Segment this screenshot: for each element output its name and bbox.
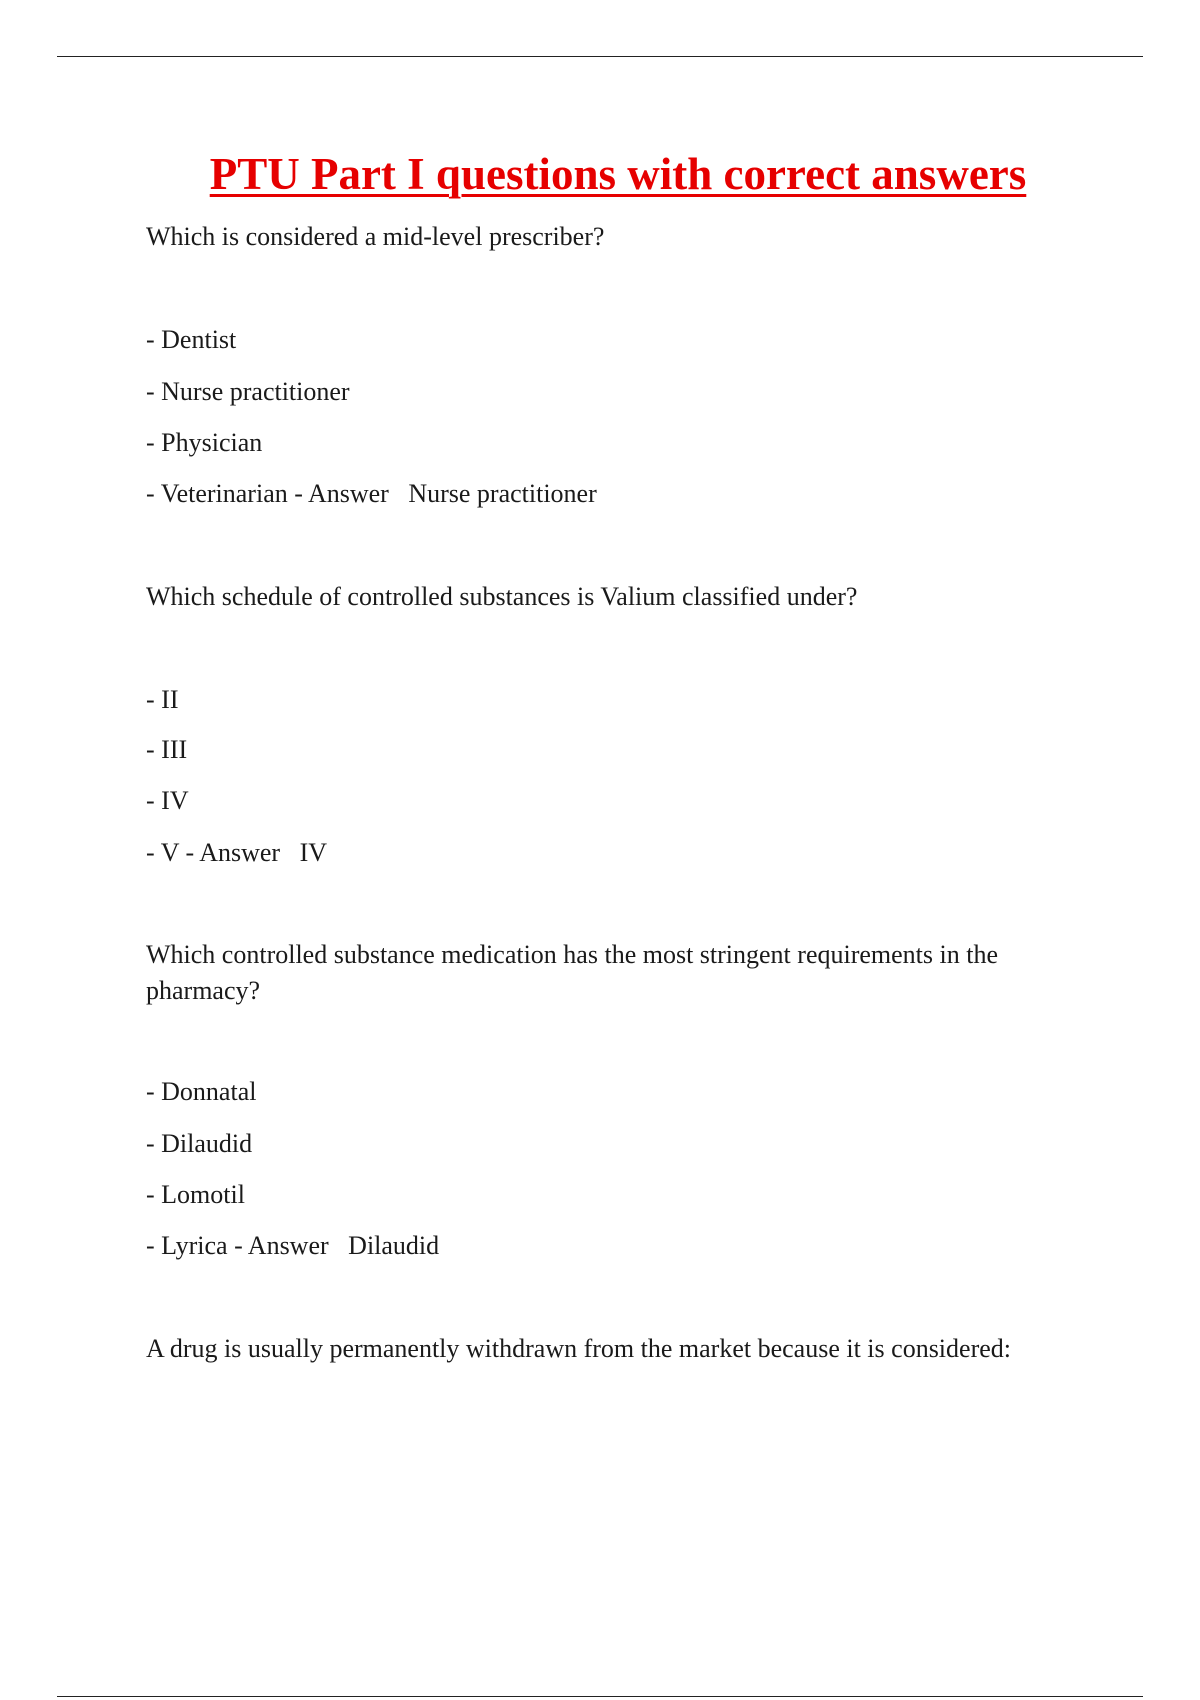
- question-1-option-4: [146, 476, 597, 512]
- question-3-text: Which controlled substance medication has the most stringent requirements in the pharmacy?: [146, 940, 998, 1005]
- question-2-option-3: - IV: [146, 786, 189, 815]
- question-2-option-4-label: - V - Answer: [146, 838, 281, 867]
- question-2-option-1: - II: [146, 685, 179, 714]
- question-2-text: Which schedule of controlled substances is Valium classified under?: [146, 582, 858, 611]
- question-3-option-3: - Lomotil: [146, 1180, 245, 1209]
- question-3-option-4: [146, 1228, 439, 1264]
- question-2-option-4: [146, 835, 327, 871]
- header-rule: [57, 56, 1143, 57]
- document-title: PTU Part I questions with correct answers: [209, 149, 1027, 199]
- question-1-option-2: - Nurse practitioner: [146, 377, 350, 406]
- question-4-text: A drug is usually permanently withdrawn from the market because it is considered:: [146, 1334, 1011, 1363]
- question-3-answer: Dilaudid: [348, 1231, 440, 1260]
- question-1-text: Which is considered a mid-level prescriber?: [146, 222, 605, 251]
- question-2-option-2: - III: [146, 735, 188, 764]
- question-2-answer: IV: [299, 838, 328, 867]
- question-3-option-2: - Dilaudid: [146, 1129, 253, 1158]
- question-1-option-4-label: - Veterinarian - Answer: [146, 479, 389, 508]
- question-3-option-1: - Donnatal: [146, 1077, 257, 1106]
- question-3-option-4-label: - Lyrica - Answer: [146, 1231, 329, 1260]
- footer-rule: [57, 1696, 1143, 1697]
- question-1-answer: Nurse practitioner: [408, 479, 597, 508]
- question-1-option-3: - Physician: [146, 428, 263, 457]
- question-1-option-1: - Dentist: [146, 325, 237, 354]
